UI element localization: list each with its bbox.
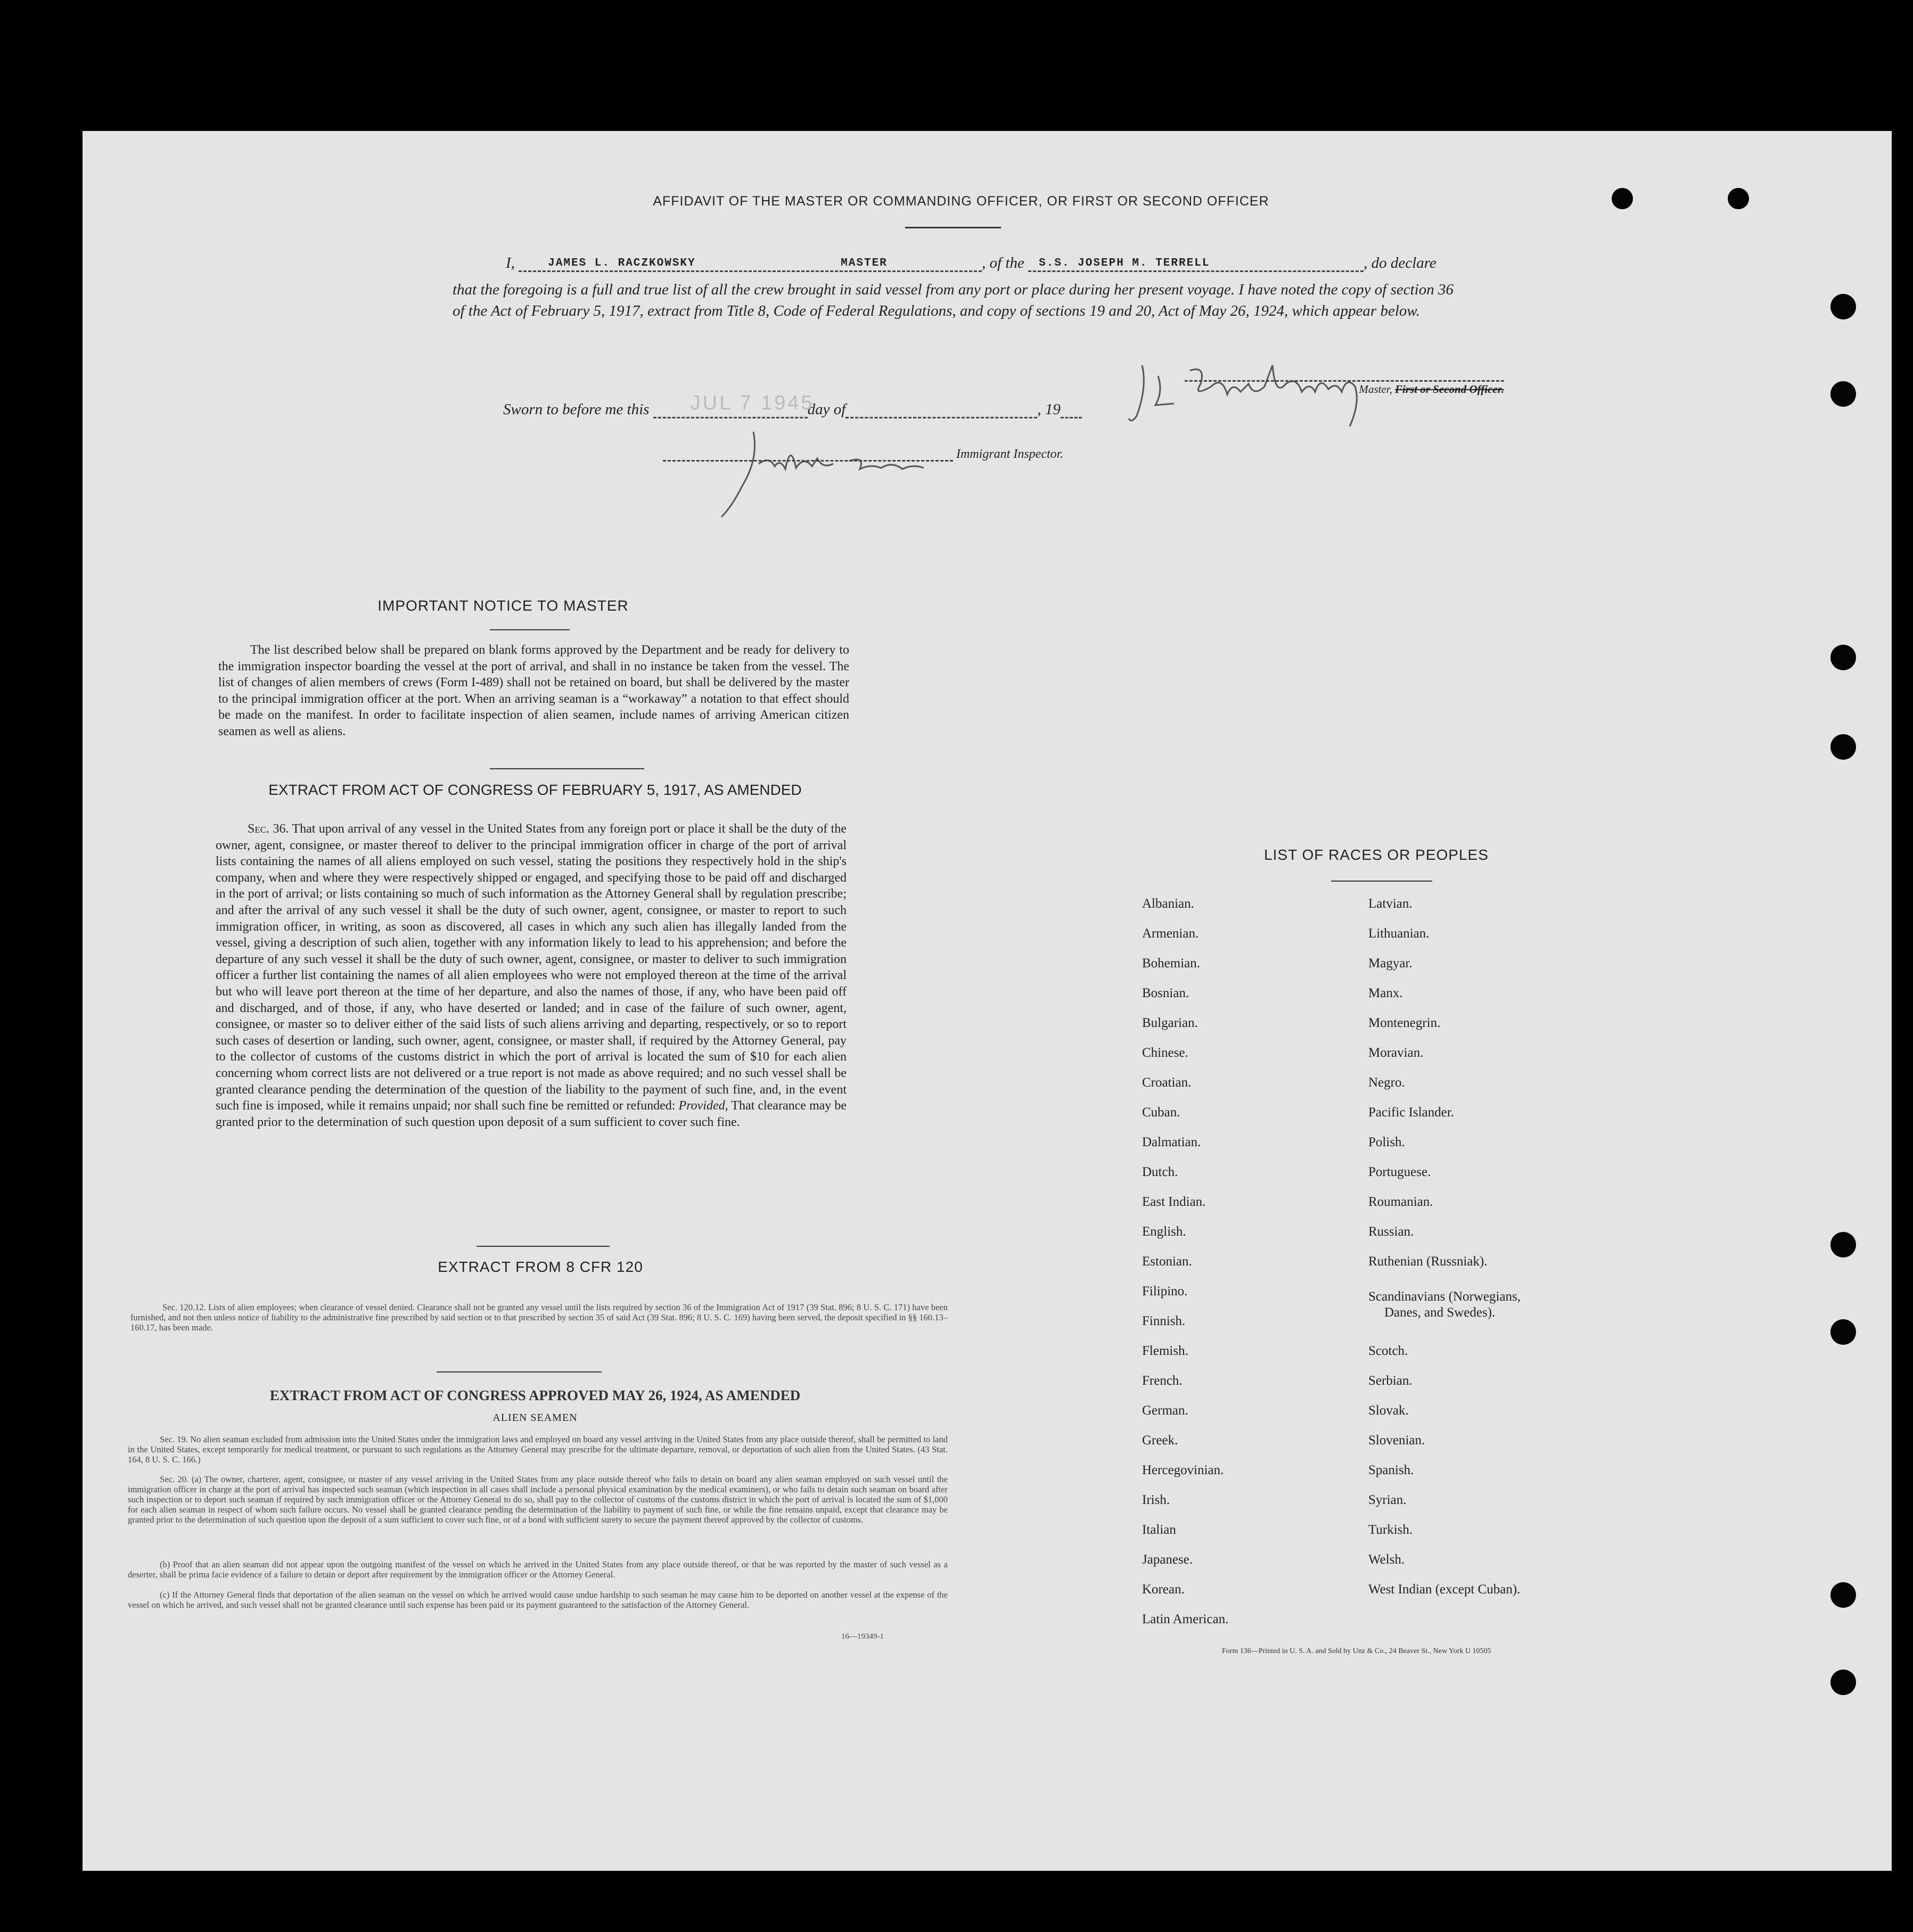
sec36-tail: That clearance may be granted prior to the determination of such question upon deposit of a sum sufficient to cover such fine. [216, 1099, 847, 1129]
race-item: German. [1142, 1403, 1188, 1418]
punch-hole [1612, 188, 1633, 209]
punch-hole [1830, 734, 1856, 760]
vessel-name: S.S. JOSEPH M. TERRELL [1039, 257, 1210, 269]
race-item: Pacific Islander. [1368, 1105, 1455, 1120]
sec36-body: That upon arrival of any vessel in the United States from any foreign port or place it shall be the duty of the owner, agent, consignee, or master thereof to deliver to the principal immigration officer in charge of the port of arrival lists containing the names of all aliens employed on such vessel, stating the positions they respectively hold in the ship's company, when and where they were respectively shipped or engaged, and specifying those to be paid off and discharged in the port of arrival; or lists containing so much of such information as the Attorney General shall by regulation prescribe; and after the arrival of any such vessel it shall be the duty of such owner, agent, consignee, or master to report to such immigration officer, in writing, as soon as discovered, all cases in which any such alien has illegally landed from the vessel, giving a description of such alien, together with any information likely to lead to his apprehension; and before the departure of any such vessel it shall be the duty of such owner, agent, consignee, or master to deliver to such immigration officer a further list containing the names of all alien employees who were not employed thereon at the time of the arrival but who will leave port thereon at the time of her departure, and also the names of those, if any, who have been paid off and discharged, and of those, if any, who have deserted or landed; and in case of the failure of such owner, agent, consignee, or master so to deliver either of the said lists of such aliens arriving and departing, respectively, or so to report such cases of desertion or landing, such owner, agent, consignee, or master shall, if required by the Attorney General, pay to the collector of customs of the customs district in which the port of arrival is located the sum of $10 for each alien concerning whom correct lists are not delivered or a true report is not made as above required; and no such vessel shall be granted clearance pending the determination of the question of the liability to the payment of such fine, and, in the event such fine is imposed, while it remains unpaid; nor shall such fine be remitted or refunded: [216, 822, 847, 1113]
year-label: , 19 [1037, 401, 1061, 418]
sec19-text: Sec. 19. No alien seaman excluded from admission into the United States under the immigration laws and employed on board any vessel arriving in the United States from any place outside thereof, shall be permitted to land in the United States, except temporarily for medical treatment, or pursuant to such regulations as the Attorney General may prescribe for the ultimate departure, removal, or deportation of such alien from the United States. (43 Stat. 164, 8 U. S. C. 166.) [128, 1434, 948, 1465]
race-item: Slovak. [1368, 1403, 1409, 1418]
race-item: Croatian. [1142, 1075, 1192, 1090]
notice-text: The list described below shall be prepared on blank forms approved by the Department and be ready for delivery to the immigration inspector boarding the vessel at the port of arrival, and shall in no instance be taken from the vessel. The list of changes of alien members of crews (Form I-489) shall not be retained on board, but shall be delivered by the master to the principal immigration officer at the port. When an arriving seaman is a “workaway” a notation to that effect should be made on the manifest. In order to facilitate inspection of alien seamen, include names of arriving American citizen seamen as well as aliens. [218, 643, 849, 738]
vessel-field [1028, 254, 1364, 272]
race-item: Estonian. [1142, 1254, 1192, 1269]
inspector-caption: Immigrant Inspector. [956, 447, 1064, 461]
race-item: Armenian. [1142, 926, 1199, 941]
punch-hole [1830, 645, 1856, 670]
month-field [845, 402, 1037, 418]
race-item: Greek. [1142, 1433, 1178, 1448]
provided-label: Provided, [678, 1099, 728, 1113]
race-item: Danes, and Swedes). [1384, 1305, 1496, 1320]
race-item: East Indian. [1142, 1195, 1206, 1209]
extract-1917-title: EXTRACT FROM ACT OF CONGRESS OF FEBRUARY 5, 1917, AS AMENDED [268, 782, 802, 798]
extract-cfr-title: EXTRACT FROM 8 CFR 120 [438, 1259, 643, 1275]
declaration-text: that the foregoing is a full and true list of all the crew brought in said vessel from any port or place during her present voyage. I have noted the copy of section 36 of the Act of February 5, 1917, extract from Title 8, Code of Federal Regulations, and copy of sections 19 and 20, Act of May 26, 1924, which appear below. [453, 281, 1454, 319]
race-item: Scandinavians (Norwegians, [1368, 1289, 1521, 1304]
race-item: Finnish. [1142, 1314, 1186, 1328]
inspector-line [663, 446, 1063, 462]
form-footer-note: Form 136—Printed in U. S. A. and Sold by Unz & Co., 24 Beaver St., New York U 10505 [1222, 1647, 1491, 1655]
punch-hole [1728, 188, 1749, 209]
race-item: Ruthenian (Russniak). [1368, 1254, 1488, 1269]
race-item: Dutch. [1142, 1165, 1178, 1179]
of-the-label: , of the [982, 254, 1024, 272]
print-code: 16—19349-1 [841, 1632, 884, 1641]
i-label: I, [506, 254, 515, 272]
sec36-label: Sec. 36. [248, 822, 289, 836]
divider [437, 1371, 602, 1372]
day-of-label: day of [807, 401, 846, 418]
master-rank: MASTER [841, 257, 888, 269]
sworn-line [503, 392, 1249, 418]
affidavit-title: AFFIDAVIT OF THE MASTER OR COMMANDING OFFICER, OR FIRST OR SECOND OFFICER [653, 194, 1269, 209]
date-field [653, 392, 815, 418]
race-item: Roumanian. [1368, 1195, 1433, 1209]
document-page [83, 131, 1892, 1871]
extract-1924-title: EXTRACT FROM ACT OF CONGRESS APPROVED MAY 26, 1924, AS AMENDED [269, 1387, 801, 1403]
race-item: Bohemian. [1142, 956, 1201, 971]
divider [905, 227, 1001, 228]
divider [490, 768, 644, 769]
race-item: Moravian. [1368, 1046, 1424, 1060]
race-item: Bulgarian. [1142, 1016, 1198, 1030]
race-item: Italian [1142, 1523, 1176, 1537]
race-item: Negro. [1368, 1075, 1405, 1090]
master-name: JAMES L. RACZKOWSKY [548, 257, 696, 269]
sec20b-text: (b) Proof that an alien seaman did not appear upon the outgoing manifest of the vessel on which he arrived in the United States from any place outside thereof, or that he was reported by the master of such vessel as a deserter, shall be prima facie evidence of a failure to detain or deport after requirement by the immigration officer or the Attorney General. [128, 1559, 948, 1580]
punch-hole [1830, 1582, 1856, 1608]
date-stamp: JUL 7 1945 [690, 392, 815, 414]
master-caption: Master, [1359, 383, 1392, 396]
race-item: Russian. [1368, 1224, 1414, 1239]
race-item: West Indian (except Cuban). [1368, 1582, 1521, 1597]
race-item: Welsh. [1368, 1552, 1405, 1567]
race-item: Filipino. [1142, 1284, 1188, 1298]
inspector-field [663, 446, 953, 462]
race-item: Latvian. [1368, 897, 1413, 911]
sworn-label: Sworn to before me this [503, 401, 650, 418]
sec36-text [216, 821, 847, 1130]
race-item: Hercegovinian. [1142, 1463, 1224, 1477]
race-item: Cuban. [1142, 1105, 1180, 1120]
year-field [1061, 402, 1082, 418]
race-item: Irish. [1142, 1493, 1170, 1507]
race-item: Turkish. [1368, 1523, 1413, 1537]
race-item: Dalmatian. [1142, 1135, 1201, 1149]
declaration-line [506, 254, 1544, 272]
divider [490, 629, 570, 630]
races-title: LIST OF RACES OR PEOPLES [1264, 846, 1489, 863]
race-item: Syrian. [1368, 1493, 1407, 1507]
race-item: Magyar. [1368, 956, 1413, 971]
punch-hole [1830, 1319, 1856, 1345]
punch-hole [1830, 381, 1856, 407]
race-item: Spanish. [1368, 1463, 1414, 1477]
divider [477, 1246, 610, 1247]
punch-hole [1830, 1670, 1856, 1695]
race-item: Bosnian. [1142, 986, 1189, 1000]
punch-hole [1830, 1232, 1856, 1257]
alien-seamen-subtitle: ALIEN SEAMEN [492, 1412, 578, 1424]
punch-hole [1830, 294, 1856, 319]
declare-label: , do declare [1364, 254, 1436, 272]
race-item: Serbian. [1368, 1374, 1413, 1388]
race-item: Slovenian. [1368, 1433, 1425, 1448]
race-item: Portuguese. [1368, 1165, 1431, 1179]
sec20a-text: Sec. 20. (a) The owner, charterer, agent, consignee, or master of any vessel arriving in the United States from any place outside thereof who fails to detain on board any alien seaman employed on such vessel until the immigration officer in charge at the port of arrival has inspected such seaman (which inspection in all cases shall include a personal physical examination by the medical examiners), or who fails to detain such seaman on board after such inspection or to deport such seaman if required by such immigration officer or the Attorney General to do so, shall pay to the collector of customs of the customs district in which the port of arrival is located the sum of $1,000 for each alien seaman in respect of whom such failure occurs. No vessel shall be granted clearance pending the determination of the liability to payment of such fine, or while the fine remains unpaid, except that clearance may be granted prior to the determination of such question upon the deposit of a sum sufficient to cover such fine, or of a bond with sufficient surety to secure the payment thereof approved by the collector of customs. [128, 1474, 948, 1525]
divider [1331, 881, 1432, 882]
master-caption-line [1185, 380, 1504, 396]
name-field [519, 254, 982, 272]
race-item: Lithuanian. [1368, 926, 1430, 941]
inspector-signature [711, 426, 1009, 522]
struck-officer-caption: First or Second Officer. [1395, 383, 1504, 396]
race-item: Albanian. [1142, 897, 1194, 911]
race-item: Manx. [1368, 986, 1403, 1000]
race-item: Chinese. [1142, 1046, 1188, 1060]
race-item: Latin American. [1142, 1612, 1229, 1626]
race-item: Korean. [1142, 1582, 1185, 1597]
notice-title: IMPORTANT NOTICE TO MASTER [377, 597, 629, 614]
race-item: Scotch. [1368, 1344, 1408, 1358]
cfr-text: Sec. 120.12. Lists of alien employees; when clearance of vessel denied. Clearance shall not be granted any vessel until the lists required by section 36 of the Immigration Act of 1917 (39 Stat. 896; 8 U. S. C. 171) have been furnished, and not then unless notice of liability to the administrative fine prescribed by said section or to that prescribed by section 35 of said Act (39 Stat. 896; 8 U. S. C. 169) having been served, the deposit specified in §§ 160.13–160.17, has been made. [130, 1302, 948, 1333]
race-item: Japanese. [1142, 1552, 1193, 1567]
race-item: Montenegrin. [1368, 1016, 1441, 1030]
race-item: Flemish. [1142, 1344, 1188, 1358]
race-item: Polish. [1368, 1135, 1405, 1149]
race-item: English. [1142, 1224, 1186, 1239]
sec20c-text: (c) If the Attorney General finds that deportation of the alien seaman on the vessel on which he arrived would cause undue hardship to such seaman he may cause him to be deported on another vessel at the expense of the vessel on which he arrived, and such vessel shall not be granted clearance until such expense has been paid or its payment guaranteed to the satisfaction of the Attorney General. [128, 1590, 948, 1610]
race-item: French. [1142, 1374, 1183, 1388]
